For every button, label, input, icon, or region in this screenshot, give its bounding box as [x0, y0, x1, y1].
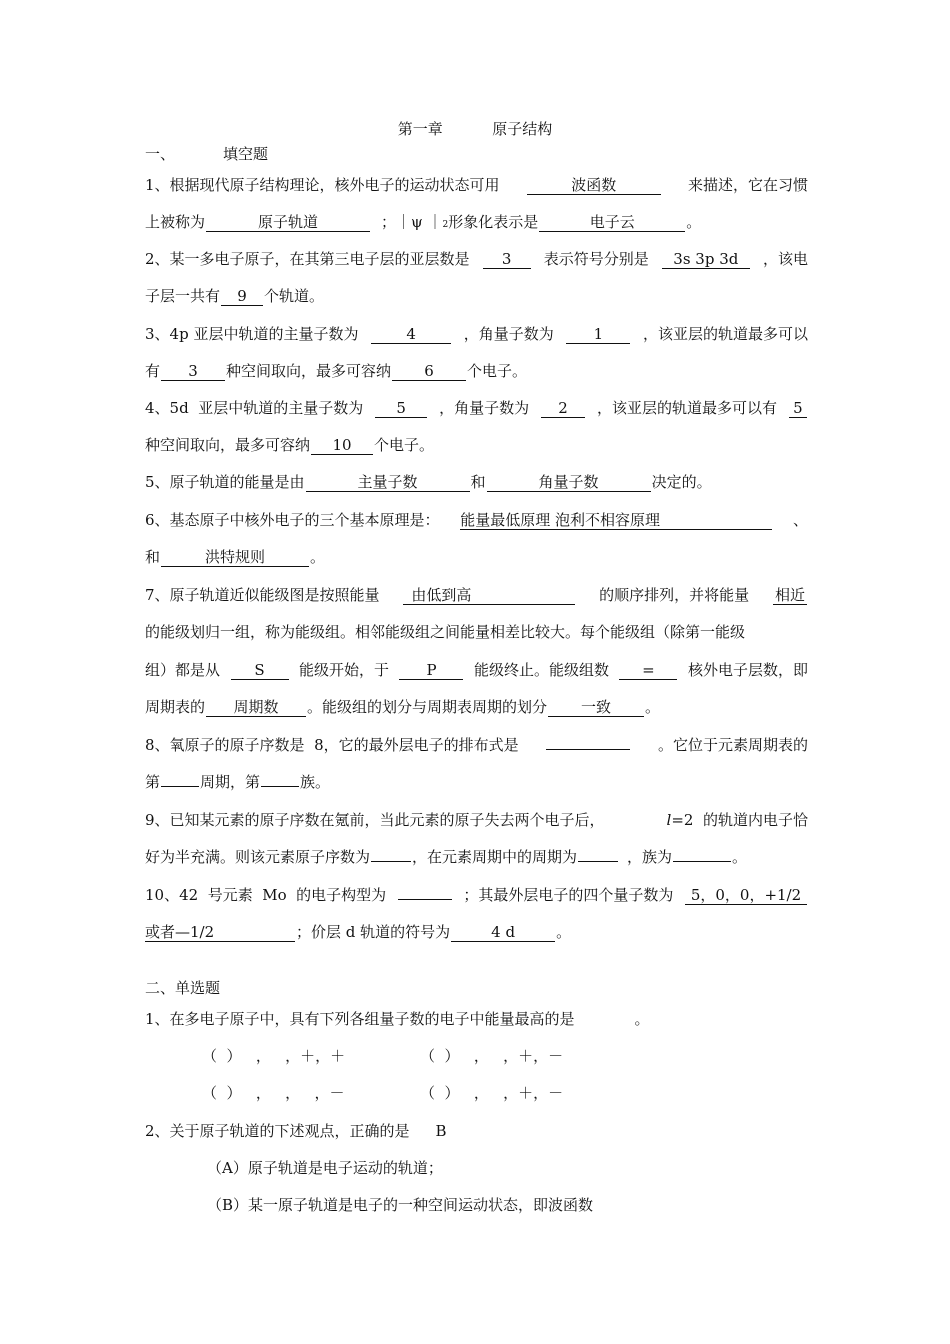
question-7-line-2: 的能级划归一组，称为能级组。相邻能级组之间能量相差比较大。每个能级组（除第一能级: [145, 623, 746, 641]
answer-blank: 5: [789, 400, 807, 418]
question-7-line-1: 7、原子轨道近似能级图是按照能量 由低到高 的顺序排列，并将能量 相近: [145, 586, 805, 604]
question-1-line-2: 上被称为 原子轨道 ；｜ψ ｜ 2 形象化表示是 电子云 。: [145, 213, 702, 231]
answer-blank: 主量子数: [306, 474, 470, 492]
option-d: （ ） ， ，＋，－: [420, 1084, 564, 1102]
chapter-title: [0, 119, 950, 139]
choice-options-row-2: [202, 1083, 808, 1103]
answer-blank-continued: 或者—1/2: [145, 924, 295, 942]
question-10-line-2: 或者—1/2 ；价层 d 轨道的符号为 4 d 。: [145, 923, 572, 941]
question-4-line-2: 种空间取向，最多可容纳 10 个电子。: [145, 436, 435, 454]
choice-question-1: 1、在多电子原子中，具有下列各组量子数的电子中能量最高的是 。: [145, 1010, 650, 1028]
answer-blank: 电子云: [539, 214, 685, 232]
answer-blank: 相近: [774, 586, 805, 604]
answer-blank: 3s 3p 3d: [662, 251, 750, 269]
answer-blank: [398, 899, 452, 900]
question-8-line-1: 8、氧原子的原子序数是 8，它的最外层电子的排布式是 。它位于元素周期表的: [145, 736, 808, 754]
answer-blank: 10: [311, 437, 373, 455]
choice-options-row-1: [202, 1046, 808, 1066]
question-7-line-4: 周期表的 周期数 。能级组的划分与周期表周期的划分 一致 。: [145, 698, 661, 716]
option-c: （ ） ， ， ，－: [202, 1084, 345, 1102]
question-3-line-2: 有 3 种空间取向，最多可容纳 6 个电子。: [145, 362, 528, 380]
answer-blank: S: [231, 662, 289, 680]
option-b: （ ） ， ，＋，－: [420, 1047, 564, 1065]
answer-blank: 一致: [548, 699, 644, 717]
answer-blank: 5，0，0，+1/2: [685, 887, 807, 905]
question-6-line-1: 6、基态原子中核外电子的三个基本原理是： 能量最低原理 泡利不相容原理 、: [145, 511, 808, 529]
answer-blank: [578, 861, 618, 862]
answer-blank: [546, 749, 630, 750]
option-a: （ ） ， ，＋，＋: [202, 1047, 346, 1065]
answer-blank: 5: [375, 400, 427, 418]
answer-blank: 能量最低原理 泡利不相容原理: [460, 512, 772, 530]
answer-blank: 波函数: [527, 177, 661, 195]
chapter-name: 原子结构: [492, 120, 553, 138]
section-heading-fill: 一、 填空题: [145, 145, 269, 163]
answer-blank: 洪特规则: [161, 549, 309, 567]
answer-blank: 6: [392, 363, 466, 381]
answer-blank: 4: [371, 326, 451, 344]
question-1-line-1: 1、根据现代原子结构理论，核外电子的运动状态可用 波函数 来描述，它在习惯: [145, 176, 808, 194]
question-6-line-2: 和 洪特规则 。: [145, 548, 326, 566]
answer-letter: B: [435, 1122, 447, 1140]
choice-2-option-a: （A）原子轨道是电子运动的轨道；: [207, 1159, 443, 1177]
answer-blank: =: [619, 662, 677, 680]
answer-blank: 1: [566, 326, 630, 344]
answer-blank: 4 d: [451, 924, 555, 942]
question-2-line-2: 子层一共有 9 个轨道。: [145, 287, 325, 305]
answer-blank: 原子轨道: [206, 214, 370, 232]
answer-blank: 3: [161, 363, 225, 381]
answer-blank: 3: [483, 251, 531, 269]
chapter-number: 第一章: [397, 120, 443, 138]
question-10-line-1: 10、42 号元素 Mo 的电子构型为 ；其最外层电子的四个量子数为 5，0，0，+1/2: [145, 885, 808, 905]
question-7-line-3: 组）都是从 S 能级开始，于 P 能级终止。能级组数 = 核外电子层数，即: [145, 661, 808, 679]
answer-blank: [161, 786, 199, 787]
choice-question-2: 2、关于原子轨道的下述观点，正确的是 B: [145, 1122, 447, 1140]
answer-blank: [673, 861, 731, 862]
answer-blank: [261, 786, 299, 787]
question-9-line-1: 9、已知某元素的原子序数在氪前，当此元素的原子失去两个电子后， l=2 的轨道内电子恰: [145, 811, 808, 829]
answer-blank: 角量子数: [487, 474, 651, 492]
answer-blank: P: [399, 662, 463, 680]
question-9-line-2: 好为半充满。则该元素原子序数为 ，在元素周期中的周期为 ，族为 。: [145, 848, 748, 866]
choice-2-option-b: （B）某一原子轨道是电子的一种空间运动状态，即波函数: [207, 1196, 594, 1214]
question-8-line-2: 第 周期，第 族。: [145, 773, 331, 791]
answer-blank: 9: [221, 288, 263, 306]
answer-blank: 周期数: [206, 699, 306, 717]
question-5: 5、原子轨道的能量是由 主量子数 和 角量子数 决定的。: [145, 473, 712, 491]
answer-blank: [371, 861, 411, 862]
section-heading-single-choice: 二、单选题: [145, 979, 221, 997]
question-2-line-1: 2、某一多电子原子，在其第三电子层的亚层数是 3 表示符号分别是 3s 3p 3d ，该电: [145, 250, 808, 268]
answer-blank: 2: [541, 400, 585, 418]
answer-blank: 由低到高: [403, 587, 575, 605]
question-3-line-1: 3、4p 亚层中轨道的主量子数为 4 ，角量子数为 1 ，该亚层的轨道最多可以: [145, 325, 808, 343]
question-4-line-1: 4、5d 亚层中轨道的主量子数为 5 ，角量子数为 2 ，该亚层的轨道最多可以有 5: [145, 398, 808, 418]
